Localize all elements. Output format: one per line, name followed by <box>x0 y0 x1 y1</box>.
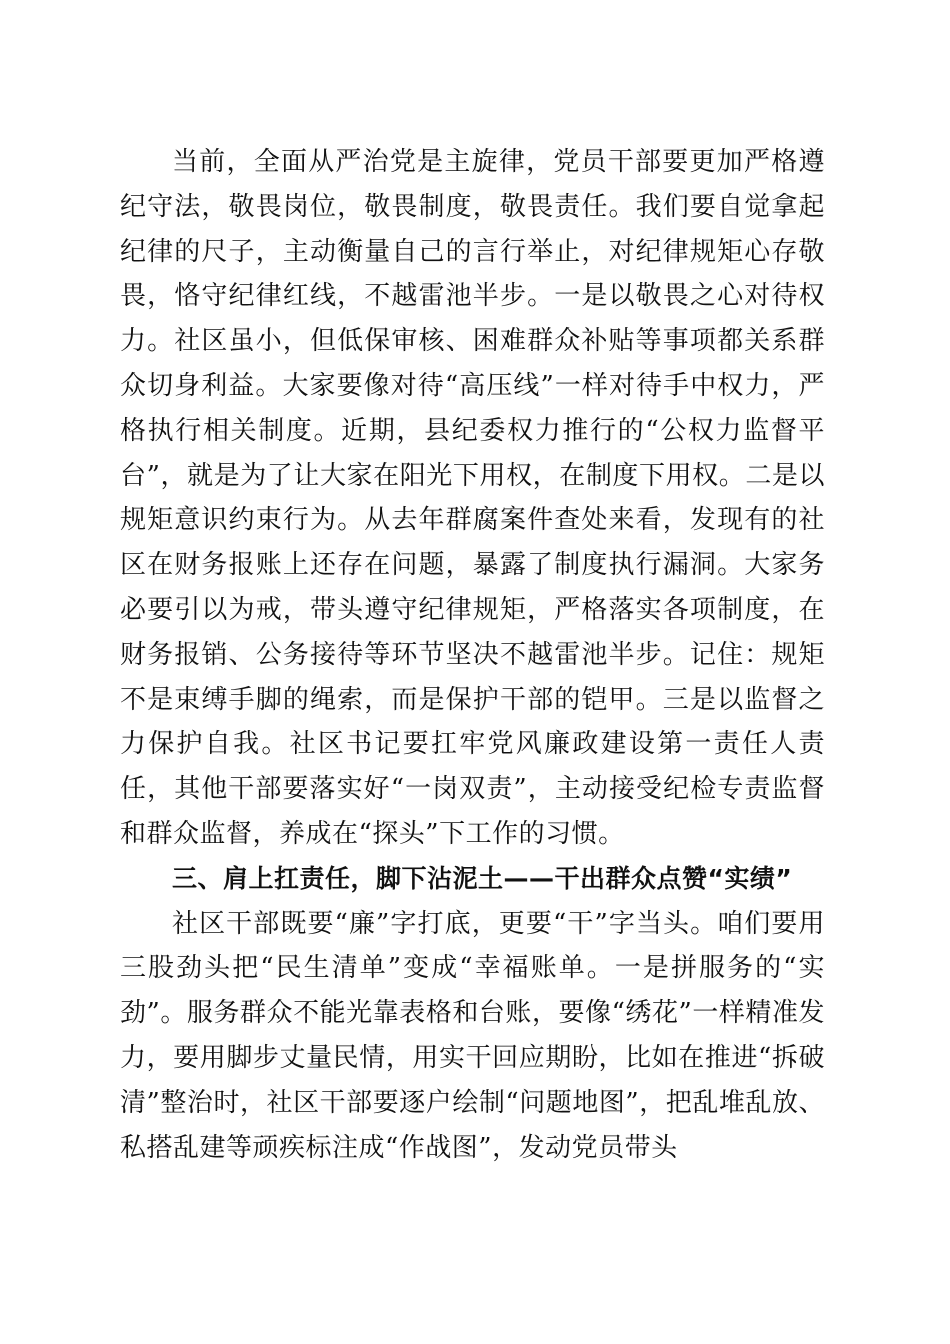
section-heading-3: 三、肩上扛责任，脚下沾泥土——干出群众点赞“实绩” <box>172 863 793 893</box>
paragraph-discipline: 当前，全面从严治党是主旋律，党员干部要更加严格遵纪守法，敬畏岗位，敬畏制度，敬畏责任。我们要自觉拿起纪律的尺子，主动衡量自己的言行举止，对纪律规矩心存敬畏，恪守纪律红线，不越雷池半步。一是以敬畏之心对待权力。社区虽小，但低保审核、困难群众补贴等事项都关系群众切身利益。大家要像对待“高压线”一样对待手中权力，严格执行相关制度。近期，县纪委权力推行的“公权力监督平台”，就是为了让大家在阳光下用权，在制度下用权。二是以规矩意识约束行为。从去年群腐案件查处来看，发现有的社区在财务报账上还存在问题，暴露了制度执行漏洞。大家务必要引以为戒，带头遵守纪律规矩，严格落实各项制度，在财务报销、公务接待等环节坚决不越雷池半步。记住：规矩不是束缚手脚的绳索，而是保护干部的铠甲。三是以监督之力保护自我。社区书记要扛牢党风廉政建设第一责任人责任，其他干部要落实好“一岗双责”，主动接受纪检专责监督和群众监督，养成在“探头”下工作的习惯。 <box>120 147 825 849</box>
document-body <box>120 140 825 1170</box>
paragraph-service: 社区干部既要“廉”字打底，更要“干”字当头。咱们要用三股劲头把“民生清单”变成“幸福账单。一是拼服务的“实劲”。服务群众不能光靠表格和台账，要像“绣花”一样精准发力，要用脚步丈量民情，用实干回应期盼，比如在推进“拆破清”整治时，社区干部要逐户绘制“问题地图”，把乱堆乱放、私搭乱建等顽疾标注成“作战图”，发动党员带头 <box>120 908 825 1163</box>
